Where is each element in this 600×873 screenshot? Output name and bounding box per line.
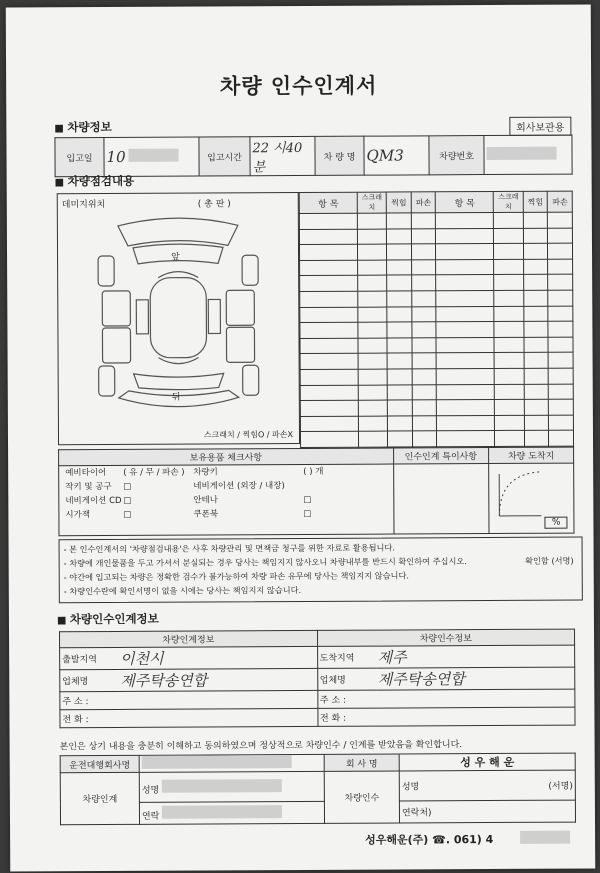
- inspection-cell: [300, 385, 358, 401]
- inspection-cell: [387, 213, 412, 229]
- inspection-cell: [412, 369, 437, 385]
- inspection-cell: [437, 400, 495, 416]
- inspection-row: [300, 274, 573, 291]
- inspection-row: [300, 290, 573, 307]
- signature-table: [60, 753, 576, 826]
- inspection-cell: [387, 260, 412, 276]
- inspection-cell: [523, 259, 548, 275]
- inspection-cell: [549, 384, 574, 400]
- redacted-block: [162, 779, 282, 793]
- damage-legend: 스크래치 / 찍힘O / 파손X: [203, 430, 294, 440]
- inspection-cell: [436, 259, 494, 275]
- inspection-cell: [437, 353, 495, 369]
- inspection-cell: [548, 337, 573, 353]
- depart-value: 이천시: [120, 649, 164, 668]
- inspection-cell: [300, 276, 358, 292]
- redacted-block: [142, 755, 292, 769]
- vehicle-info-table: [54, 135, 572, 178]
- item-value: ( 유 / 무 / 파손 ): [123, 467, 185, 478]
- inspection-cell: [494, 321, 523, 337]
- inspection-cell: [436, 275, 494, 291]
- inspection-cell: [524, 337, 549, 353]
- inspection-rows: [299, 212, 573, 447]
- inspection-cell: [358, 416, 387, 432]
- inspection-cell: [387, 244, 412, 260]
- inspection-cell: [358, 275, 387, 291]
- notice-box: [59, 537, 583, 604]
- inspection-cell: [358, 260, 387, 276]
- inspection-cell: [523, 228, 548, 244]
- inspection-cell: [524, 415, 549, 431]
- item-label: 안테나: [193, 495, 218, 506]
- inspection-cell: [412, 416, 437, 432]
- inspection-cell: [300, 307, 358, 323]
- address-label: 주 소 :: [317, 690, 376, 708]
- inspection-cell: [411, 260, 436, 276]
- redacted-block: [520, 831, 570, 844]
- inspection-cell: [524, 321, 549, 337]
- inspection-row: [300, 368, 573, 385]
- address-label: 주 소 :: [60, 691, 119, 709]
- col-dent: 찍힘: [523, 191, 548, 212]
- inspection-cell: [495, 431, 524, 447]
- inspection-cell: [357, 229, 386, 245]
- inspection-cell: [548, 259, 573, 275]
- inspection-cell: [437, 384, 495, 400]
- items-table: [58, 447, 574, 537]
- inspection-cell: [412, 275, 437, 291]
- handover-right-header: 차량인수정보: [317, 629, 575, 646]
- redacted-block: [486, 147, 556, 160]
- inspection-cell: [494, 337, 523, 353]
- phone-label: 전 화 :: [60, 709, 119, 727]
- diagram-front-label: 앞: [171, 252, 180, 263]
- inspection-cell: [412, 338, 437, 354]
- inspection-cell: [494, 275, 523, 291]
- inspection-cell: [358, 385, 387, 401]
- car-name-label: 차 량 명: [315, 136, 364, 175]
- inspection-cell: [495, 368, 524, 384]
- inspection-cell: [300, 354, 358, 370]
- inspection-cell: [548, 290, 573, 306]
- notice-line: - 본 인수인계서의 '차량점검내용'은 사후 차량관리 및 면책금 청구를 위한 자료로 활용됩니다.: [63, 542, 395, 555]
- inspection-row: [299, 243, 572, 260]
- inspection-cell: [387, 338, 412, 354]
- inspection-cell: [412, 353, 437, 369]
- inspection-cell: [524, 353, 549, 369]
- contact-label: 연락: [141, 811, 160, 822]
- inspection-cell: [300, 338, 358, 354]
- inspection-cell: [300, 369, 358, 385]
- inspection-cell: [437, 415, 495, 431]
- inspection-cell: [387, 291, 412, 307]
- inspection-cell: [523, 275, 548, 291]
- items-list: [61, 465, 391, 523]
- car-number-label: 차량번호: [429, 136, 484, 175]
- phone-label: 전 화 :: [317, 708, 376, 726]
- inspection-cell: [548, 274, 573, 290]
- damage-count-label: ( 총 판 ): [197, 199, 231, 210]
- inspection-cell: [524, 306, 549, 322]
- fuel-unit: %: [545, 517, 568, 529]
- inspection-cell: [494, 306, 523, 322]
- inspection-cell: [299, 213, 357, 229]
- inspection-cell: [523, 212, 548, 228]
- inspection-cell: [388, 416, 413, 432]
- inspection-cell: [300, 416, 358, 432]
- entry-time-value: 22 시40 분: [252, 140, 303, 176]
- inspection-cell: [549, 399, 574, 415]
- driver-company-label: 운전대행회사명: [60, 755, 139, 772]
- inspection-cell: [495, 399, 524, 415]
- notice-line: - 차량에 개인물품을 두고 가셔서 분실되는 경우 당사는 책임지지 않사오니 차량내부를 반드시 확인하여 주십시오.: [63, 556, 467, 569]
- handover-table: [59, 629, 576, 729]
- item-value: □: [123, 509, 132, 520]
- item-label: 시가잭: [65, 510, 91, 521]
- inspection-cell: [494, 353, 523, 369]
- inspection-cell: [494, 244, 523, 260]
- section-inspection: ■ 차량점검내용: [55, 173, 135, 189]
- damage-diagram-box: [57, 192, 300, 445]
- inspection-cell: [300, 260, 358, 276]
- receive-sign-label: 차량인수: [324, 771, 399, 823]
- item-value: □: [123, 495, 132, 506]
- inspection-cell: [411, 228, 436, 244]
- inspection-cell: [494, 290, 523, 306]
- col-broken: 파손: [411, 192, 436, 213]
- col-scratch: 스크래치: [357, 192, 387, 213]
- item-label: 쿠폰북: [193, 509, 219, 520]
- handover-sign-label: 차량인계: [60, 772, 139, 824]
- inspection-cell: [300, 400, 358, 416]
- depart-label: 출발지역: [60, 647, 119, 669]
- inspection-cell: [300, 291, 358, 307]
- inspection-cell: [412, 431, 437, 447]
- inspection-cell: [358, 353, 387, 369]
- col-dent: 찍힘: [387, 192, 412, 213]
- inspection-cell: [388, 400, 413, 416]
- inspection-cell: [412, 322, 437, 338]
- confirm-signature: 확인함 (서명): [525, 555, 574, 566]
- item-value: □: [303, 494, 312, 505]
- inspection-row: [300, 399, 573, 416]
- inspection-row: [299, 212, 572, 229]
- inspection-cell: [412, 400, 437, 416]
- inspection-cell: [524, 431, 549, 447]
- inspection-cell: [494, 228, 523, 244]
- inspection-cell: [549, 430, 574, 446]
- company-label: 업체명: [317, 668, 376, 690]
- inspection-cell: [388, 431, 413, 447]
- inspection-cell: [548, 212, 573, 228]
- inspection-cell: [387, 353, 412, 369]
- item-row: [61, 507, 391, 523]
- inspection-row: [300, 306, 573, 323]
- redacted-block: [162, 805, 282, 819]
- item-label: 작키 및 공구: [65, 481, 112, 493]
- col-broken: 파손: [548, 191, 573, 212]
- inspection-cell: [299, 229, 357, 245]
- item-label: 네비게이션 (외장 / 내장): [193, 481, 285, 492]
- sign-label: (서명): [548, 781, 573, 792]
- name-label: 성명: [141, 785, 160, 796]
- inspection-cell: [436, 322, 494, 338]
- item-value: □: [303, 508, 312, 519]
- item-label: 차량키: [193, 467, 218, 478]
- page-title: 차량 인수인계서: [219, 73, 378, 99]
- entry-time-label: 입고시간: [199, 137, 250, 176]
- inspection-cell: [436, 290, 494, 306]
- inspection-cell: [494, 212, 523, 228]
- inspection-cell: [357, 213, 386, 229]
- item-label: 네비게이션 CD: [65, 495, 122, 507]
- notice-line: - 차량인수란에 확인서명이 없을 시에는 당사는 책임지지 않습니다.: [63, 584, 302, 597]
- inspection-row: [300, 337, 573, 354]
- item-value: ( ) 개: [303, 466, 324, 477]
- inspection-cell: [437, 368, 495, 384]
- handover-form: [6, 4, 596, 871]
- inspection-cell: [300, 322, 358, 338]
- inspection-cell: [387, 275, 412, 291]
- inspection-cell: [548, 352, 573, 368]
- inspection-cell: [437, 431, 495, 447]
- inspection-row: [300, 384, 573, 401]
- item-label: 예비타이어: [65, 468, 107, 479]
- inspection-cell: [548, 321, 573, 337]
- inspection-cell: [300, 432, 358, 448]
- entry-date-label: 입고일: [55, 138, 104, 177]
- company-left-value: 제주탁송연합: [120, 671, 208, 690]
- inspection-cell: [524, 290, 549, 306]
- inspection-row: [299, 228, 572, 245]
- inspection-cell: [358, 338, 387, 354]
- inspection-cell: [412, 306, 437, 322]
- inspection-row: [300, 259, 573, 276]
- inspection-cell: [436, 244, 494, 260]
- inspection-cell: [436, 337, 494, 353]
- inspection-cell: [495, 384, 524, 400]
- redacted-block: [128, 149, 178, 162]
- entry-date-value: 10: [106, 147, 126, 167]
- inspection-cell: [412, 384, 437, 400]
- col-scratch: 스크래치: [494, 191, 524, 212]
- inspection-cell: [494, 259, 523, 275]
- inspection-cell: [549, 415, 574, 431]
- inspection-cell: [436, 228, 494, 244]
- items-header: 보유용품 체크사항: [59, 448, 394, 466]
- contact-label: 연락처): [401, 808, 432, 819]
- diagram-rear-label: 뒤: [171, 392, 181, 403]
- inspection-row: [300, 352, 573, 369]
- section-vehicle-info: ■ 차량정보: [54, 119, 111, 135]
- car-name-value: QM3: [366, 146, 404, 165]
- col-item: 항 목: [299, 192, 357, 213]
- inspection-cell: [387, 229, 412, 245]
- inspection-cell: [358, 431, 387, 447]
- company-right-value: 제주탁송연합: [377, 670, 465, 689]
- inspection-cell: [357, 244, 386, 260]
- special-notes-area: [393, 464, 489, 534]
- inspection-cell: [387, 369, 412, 385]
- inspection-cell: [524, 368, 549, 384]
- fuel-header: 차량 도착지: [489, 447, 574, 463]
- inspection-cell: [358, 291, 387, 307]
- inspection-cell: [436, 306, 494, 322]
- col-item: 항 목: [436, 191, 494, 212]
- inspection-cell: [299, 244, 357, 260]
- damage-location-label: 데미지위치: [61, 200, 106, 211]
- inspection-cell: [358, 400, 387, 416]
- inspection-cell: [358, 369, 387, 385]
- inspection-cell: [411, 213, 436, 229]
- inspection-check-table: [299, 191, 574, 448]
- inspection-cell: [524, 399, 549, 415]
- inspection-cell: [436, 212, 494, 228]
- inspection-cell: [548, 306, 573, 322]
- footer-company: 성우해운(주) ☎. 061) 4: [365, 832, 494, 847]
- name-label: 성명: [401, 782, 420, 793]
- handover-left-header: 차량인계정보: [60, 630, 318, 647]
- section-handover: ■ 차량인수인계정보: [57, 611, 159, 628]
- fuel-gauge-icon: [491, 464, 565, 522]
- inspection-cell: [548, 243, 573, 259]
- inspection-cell: [548, 368, 573, 384]
- inspection-cell: [495, 415, 524, 431]
- company-name-value: 성 우 해 운: [399, 753, 575, 771]
- inspection-cell: [358, 307, 387, 323]
- inspection-row: [300, 321, 573, 338]
- inspection-cell: [524, 384, 549, 400]
- inspection-cell: [523, 243, 548, 259]
- item-value: □: [123, 481, 132, 492]
- inspection-cell: [387, 322, 412, 338]
- inspection-row: [300, 430, 573, 447]
- inspection-cell: [548, 228, 573, 244]
- inspection-cell: [411, 244, 436, 260]
- inspection-cell: [358, 322, 387, 338]
- company-label: 업체명: [60, 669, 119, 691]
- special-notes-header: 인수인계 특이사항: [393, 448, 489, 464]
- inspection-row: [300, 415, 573, 432]
- office-use-tag: 회사보관용: [509, 117, 571, 136]
- inspection-cell: [387, 306, 412, 322]
- notice-line: - 야간에 입고되는 차량은 정확한 검수가 불가능하여 차량 파손 유무에 당사는 책임지지 않습니다.: [63, 570, 409, 583]
- fuel-gauge: [489, 463, 574, 533]
- company-name-label: 회 사 명: [324, 754, 399, 771]
- arrive-label: 도착지역: [317, 646, 376, 668]
- inspection-cell: [388, 384, 413, 400]
- inspection-cell: [412, 291, 437, 307]
- arrive-value: 제주: [377, 648, 407, 667]
- agreement-text: 본인은 상기 내용을 충분히 이해하고 동의하였으며 정상적으로 차량인수 / 인계를 받았음을 확인합니다.: [59, 740, 463, 753]
